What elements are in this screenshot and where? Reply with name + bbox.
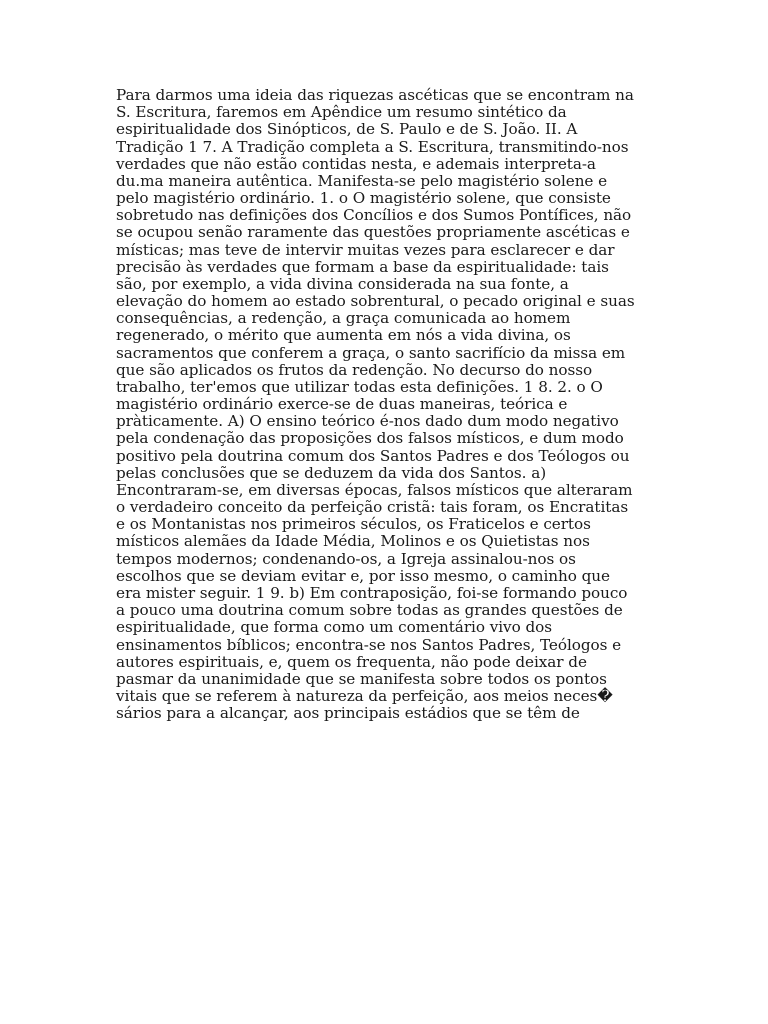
text-line: Para darmos uma ideia das riquezas ascéticas que se encontram na [116,86,634,104]
text-line: místicos alemães da Idade Média, Molinos e os Quietistas nos [116,532,590,551]
text-line: regenerado, o mérito que aumenta em nós a vida divina, os [116,326,571,345]
text-line: vitais que se referem à natureza da perfeição, aos meios neces� [116,687,613,706]
text-line: consequências, a redenção, a graça comunicada ao homem [116,309,571,328]
text-line: precisão às verdades que formam a base da espiritualidade: tais [116,257,609,276]
text-line: o verdadeiro conceito da perfeição cristã: tais foram, os Encratitas [116,498,629,517]
text-line: espiritualidade, que forma como um comentário vivo dos [116,618,552,637]
text-line: pelas conclusões que se deduzem da vida dos Santos. a) [116,463,547,482]
text-line: místicas; mas teve de intervir muitas vezes para esclarecer e dar [116,240,615,259]
text-line: ensinamentos bíblicos; encontra-se nos Santos Padres, Teólogos e [116,635,622,654]
text-line: sacramentos que conferem a graça, o santo sacrifício da missa em [116,343,626,362]
text-line: pasmar da unanimidade que se manifesta sobre todos os pontos [116,669,607,688]
text-line: Tradição 1 7. A Tradição completa a S. Escritura, transmitindo-nos [116,137,629,156]
text-line: elevação do homem ao estado sobrentural, o pecado original e suas [116,292,635,311]
text-line: e os Montanistas nos primeiros séculos, os Fraticelos e certos [116,515,591,534]
text-line: trabalho, ter'emos que utilizar todas esta definições. 1 8. 2. o O [116,377,603,396]
text-line: a pouco uma doutrina comum sobre todas as grandes questões de [116,601,623,620]
text-line: era mister seguir. 1 9. b) Em contraposição, foi-se formando pouco [116,583,628,602]
text-line: tempos modernos; condenando-os, a Igreja assinalou-nos os [116,549,576,568]
text-line: autores espirituais, e, quem os frequenta, não pode deixar de [116,652,587,671]
body-text [116,87,656,722]
text-line: du.ma maneira autêntica. Manifesta-se pelo magistério solene e [116,171,608,190]
text-line: pràticamente. A) O ensino teórico é-nos dado dum modo negativo [116,412,619,431]
text-line: se ocupou senão raramente das questões propriamente ascéticas e [116,223,630,242]
text-line: sários para a alcançar, aos principais estádios que se têm de [116,704,580,723]
text-line: são, por exemplo, a vida divina considerada na sua fonte, a [116,274,569,293]
text-line: que são aplicados os frutos da redenção. No decurso do nosso [116,360,593,379]
text-line: verdades que não estão contidas nesta, e ademais interpreta-a [116,154,596,173]
text-line: pelo magistério ordinário. 1. o O magistério solene, que consiste [116,189,611,208]
text-line: escolhos que se deviam evitar e, por isso mesmo, o caminho que [116,566,610,585]
text-line: magistério ordinário exerce-se de duas maneiras, teórica e [116,395,568,414]
text-line: S. Escritura, faremos em Apêndice um resumo sintético da [116,103,567,122]
text-line: espiritualidade dos Sinópticos, de S. Paulo e de S. João. II. A [116,120,578,139]
text-line: Encontraram-se, em diversas épocas, falsos místicos que alteraram [116,480,633,499]
text-line: pela condenação das proposições dos falsos místicos, e dum modo [116,429,624,448]
text-line: positivo pela doutrina comum dos Santos Padres e dos Teólogos ou [116,446,630,465]
text-line: sobretudo nas definições dos Concílios e dos Sumos Pontífices, não [116,206,632,225]
